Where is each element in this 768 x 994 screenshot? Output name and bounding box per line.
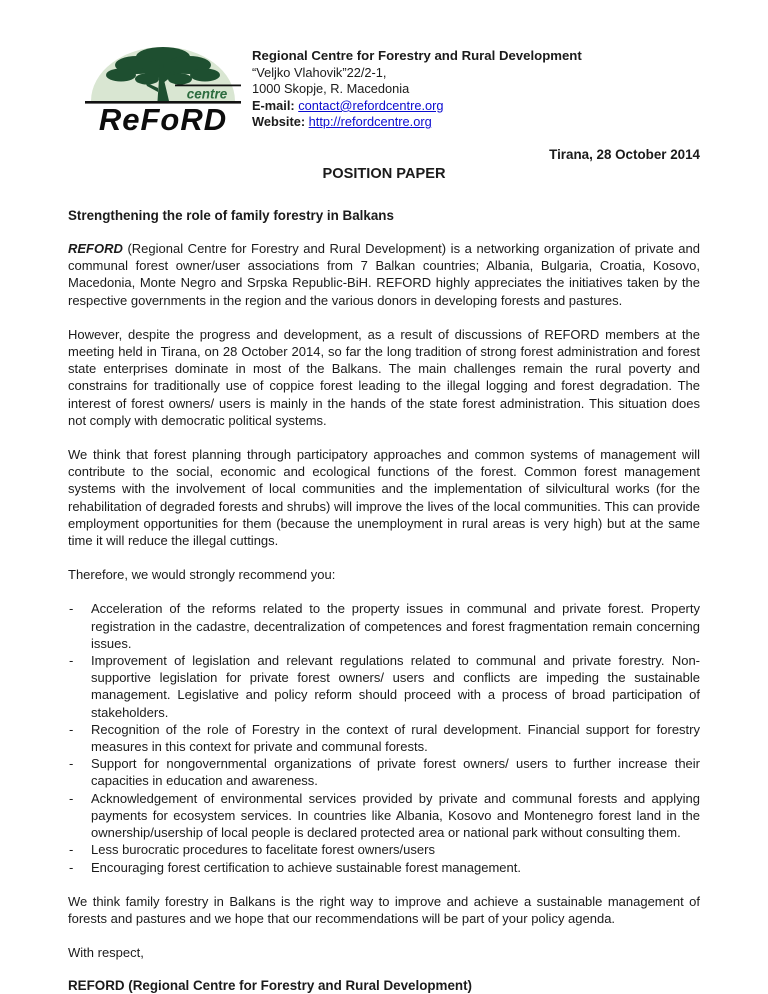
recommendation-text: Acceleration of the reforms related to the property issues in communal and private forest. Property registration in the cadastre, decentralization of competences and forest fragmentation remain concerning issues.: [91, 601, 700, 651]
dash-bullet: -: [69, 842, 74, 858]
recommendation-text: Recognition of the role of Forestry in the context of rural development. Financial support for forestry measures in this context for private and communal forests.: [91, 721, 700, 755]
recommendation-text: Support for nongovernmental organizations of private forest owners/ users to further increase their capacities in education and awareness.: [91, 756, 700, 789]
dash-bullet: -: [69, 653, 74, 669]
list-item: [68, 790, 700, 842]
org-email-line: [252, 98, 582, 115]
website-link[interactable]: http://refordcentre.org: [308, 114, 432, 130]
logo-wordmark: ReFoRD: [98, 102, 228, 135]
signature-line: REFORD (Regional Centre for Forestry and Rural Development): [68, 978, 473, 994]
org-address-line1: “Veljko Vlahovik”22/2-1,: [252, 64, 387, 80]
recommendations-list: [68, 600, 700, 875]
recommendation-text: Encouraging forest certification to achieve sustainable forest management.: [91, 859, 521, 875]
website-label: Website:: [252, 114, 306, 130]
list-item: [68, 652, 700, 721]
paragraph-vision: We think that forest planning through participatory approaches and common systems of management will contribute to the social, economic and ecological functions of the forest. Common forest management systems with the involvement of local communities and the implementation of silvicultural works (for the rehabilitation of degraded forests and shrubs) will improve the lives of the local communities. This can provide employment opportunities for them (because the unemployment in rural areas is very high) but at the same time it will reduce the illegal cuttings.: [68, 447, 700, 549]
recommendation-text: Less burocratic procedures to facelitate forest owners/users: [91, 842, 435, 858]
paragraph-about-reford: [68, 240, 700, 309]
dash-bullet: -: [69, 601, 74, 617]
recommendation-text: Improvement of legislation and relevant regulations related to communal and private forestry. Non-supportive legislation for private forest owners/ users and conflicts are impeding the sustainable management. Legislative and policy reform should proceed with a process of broad participation of stakeholders.: [91, 653, 700, 720]
dash-bullet: -: [69, 790, 74, 806]
reford-logo-graphic: [83, 40, 243, 135]
paragraph-about-reford-text: (Regional Centre for Forestry and Rural Development) is a networking organization of private and communal forest owner/user associations from 7 Balkan countries; Albania, Bulgaria, Croatia, Kosovo, Macedonia, Monte Negro and Srpska Republic-BiH. REFORD highly appreciates the initiatives taken by the respective governments in the region and the various donors in developing forests and pastures.: [68, 241, 700, 308]
list-item: [68, 721, 700, 755]
logo-centre-label: centre: [186, 86, 228, 102]
closing-paragraph: We think family forestry in Balkans is the right way to improve and achieve a sustainable management of forests and pastures and we hope that our recommendations will be part of your policy agenda.: [68, 893, 700, 926]
list-item: [68, 755, 700, 789]
reford-lead-word: REFORD: [68, 241, 123, 256]
email-link[interactable]: contact@refordcentre.org: [298, 97, 444, 113]
org-website-line: [252, 114, 582, 131]
letterhead: [83, 40, 700, 135]
signoff: With respect,: [68, 945, 144, 961]
org-address-line2: 1000 Skopje, R. Macedonia: [252, 81, 410, 97]
dash-bullet: -: [69, 756, 74, 772]
list-item: [68, 600, 700, 652]
dash-bullet: -: [69, 859, 74, 875]
paragraph-challenges: However, despite the progress and development, as a result of discussions of REFORD members at the meeting held in Tirana, on 28 October 2014, so far the long tradition of strong forest administration and forest state enterprises dominate in most of the Balkans. The main challenges remain the rural poverty and constrains for traditionally use of coppice forest leading to the illegal logging and forest degradation. The interest of forest owners/ users is mainly in the hands of the state forest administration. This situation does not comply with democratic political systems.: [68, 326, 700, 428]
org-contact-block: [252, 48, 582, 131]
dash-bullet: -: [69, 721, 74, 737]
recommendations-intro: Therefore, we would strongly recommend you:: [68, 567, 336, 583]
dateline: Tirana, 28 October 2014: [549, 147, 700, 162]
document-title: POSITION PAPER: [322, 166, 446, 182]
org-name: Regional Centre for Forestry and Rural Development: [252, 48, 582, 63]
email-label: E-mail:: [252, 97, 295, 113]
section-heading: Strengthening the role of family forestry in Balkans: [68, 208, 394, 223]
list-item: [68, 841, 700, 858]
recommendation-text: Acknowledgement of environmental services provided by private and communal forests and applying payments for ecosystem services. In countries like Albania, Kosovo and Montenegro forest land in the ownership/usership of local people is declared protected area or national park without consulting them.: [91, 790, 700, 841]
list-item: [68, 859, 700, 876]
reford-logo: [83, 40, 243, 135]
